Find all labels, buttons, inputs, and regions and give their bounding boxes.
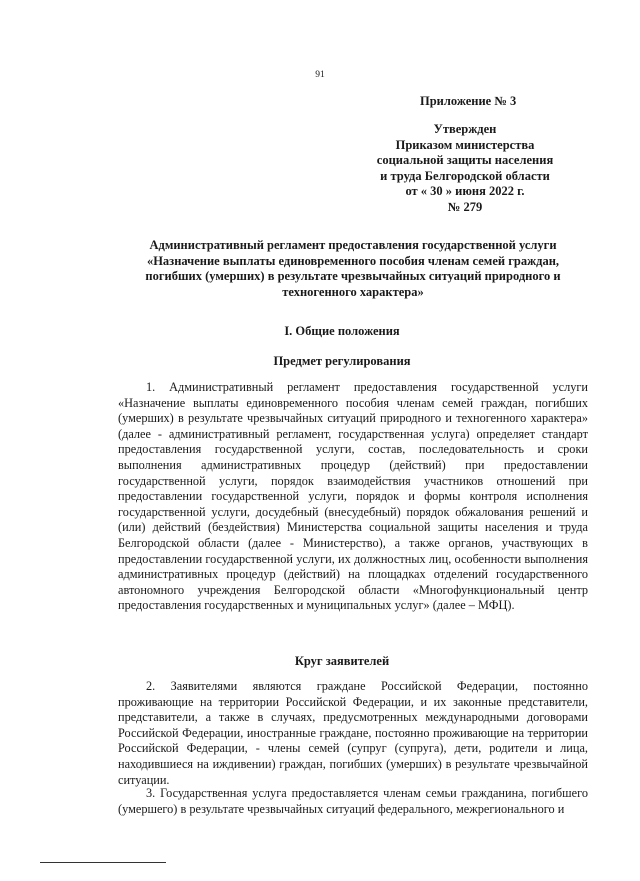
- approval-block: [360, 122, 570, 215]
- section-heading: I. Общие положения: [284, 324, 400, 338]
- approval-line: социальной защиты населения: [376, 153, 554, 167]
- subsection-heading-applicants: Круг заявителей: [294, 654, 390, 668]
- approval-number: № 279: [447, 199, 483, 214]
- approval-line: Приказом министерства: [395, 137, 535, 152]
- approval-line: и труда Белгородской области: [380, 168, 550, 183]
- paragraph-3: 3. Государственная услуга предоставляется членам семьи гражданина, погибшего (умершего) в результате чрезвычайных ситуаций федерального, межрегионального и: [118, 786, 588, 816]
- document-title: Административный регламент предоставления государственной услуги «Назначение выплаты единовременного пособия членам семей граждан, погибших (умерших) в результате чрезвычайных ситуаций природного и техногенного характера»: [145, 238, 561, 299]
- footnote-divider: [40, 862, 166, 863]
- paragraph-1: 1. Административный регламент предоставления государственной услуги «Назначение выплаты единовременного пособия членам семей граждан, погибших (умерших) в результате чрезвычайных ситуаций природного и техногенного характера» (далее - административный регламент, государственная услуга) определяет стандарт предоставления государственной услуги, состав, последовательность и сроки выполнения административных процедур (действий) при предоставлении государственной услуги, порядок взаимодействия участников отношений при предоставлении государственной услуги, порядок и формы контроля исполнения государственной услуги, досудебный (внесудебный) порядок обжалования решений и (или) действий (бездействия) Министерства социальной защиты населения и труда Белгородской области (далее - Министерство), а также органов, участвующих в предоставлении государственной услуги, их должностных лиц, особенности выполнения административных процедур (действий) на площадках отделений государственного автономного учреждения Белгородской области «Многофункциональный центр предоставления государственных и муниципальных услуг» (далее – МФЦ).: [118, 380, 588, 613]
- approval-date: от « 30 » июня 2022 г.: [405, 184, 525, 198]
- paragraph-2: 2. Заявителями являются граждане Российской Федерации, постоянно проживающие на территории Российской Федерации, и их законные представители, представители, а также в случаях, предусмотренных международными договорами Российской Федерации, иностранные граждане, постоянно проживающие на территории Российской Федерации, - члены семей (супруг (супруга), дети, родители и лица, находившиеся на иждивении) граждан, погибших (умерших) в результате чрезвычайной ситуации.: [118, 679, 588, 787]
- subsection-heading: Предмет регулирования: [273, 354, 411, 368]
- approval-line: Утвержден: [433, 122, 497, 136]
- page-number: 91: [315, 70, 325, 80]
- appendix-label: Приложение № 3: [420, 94, 517, 108]
